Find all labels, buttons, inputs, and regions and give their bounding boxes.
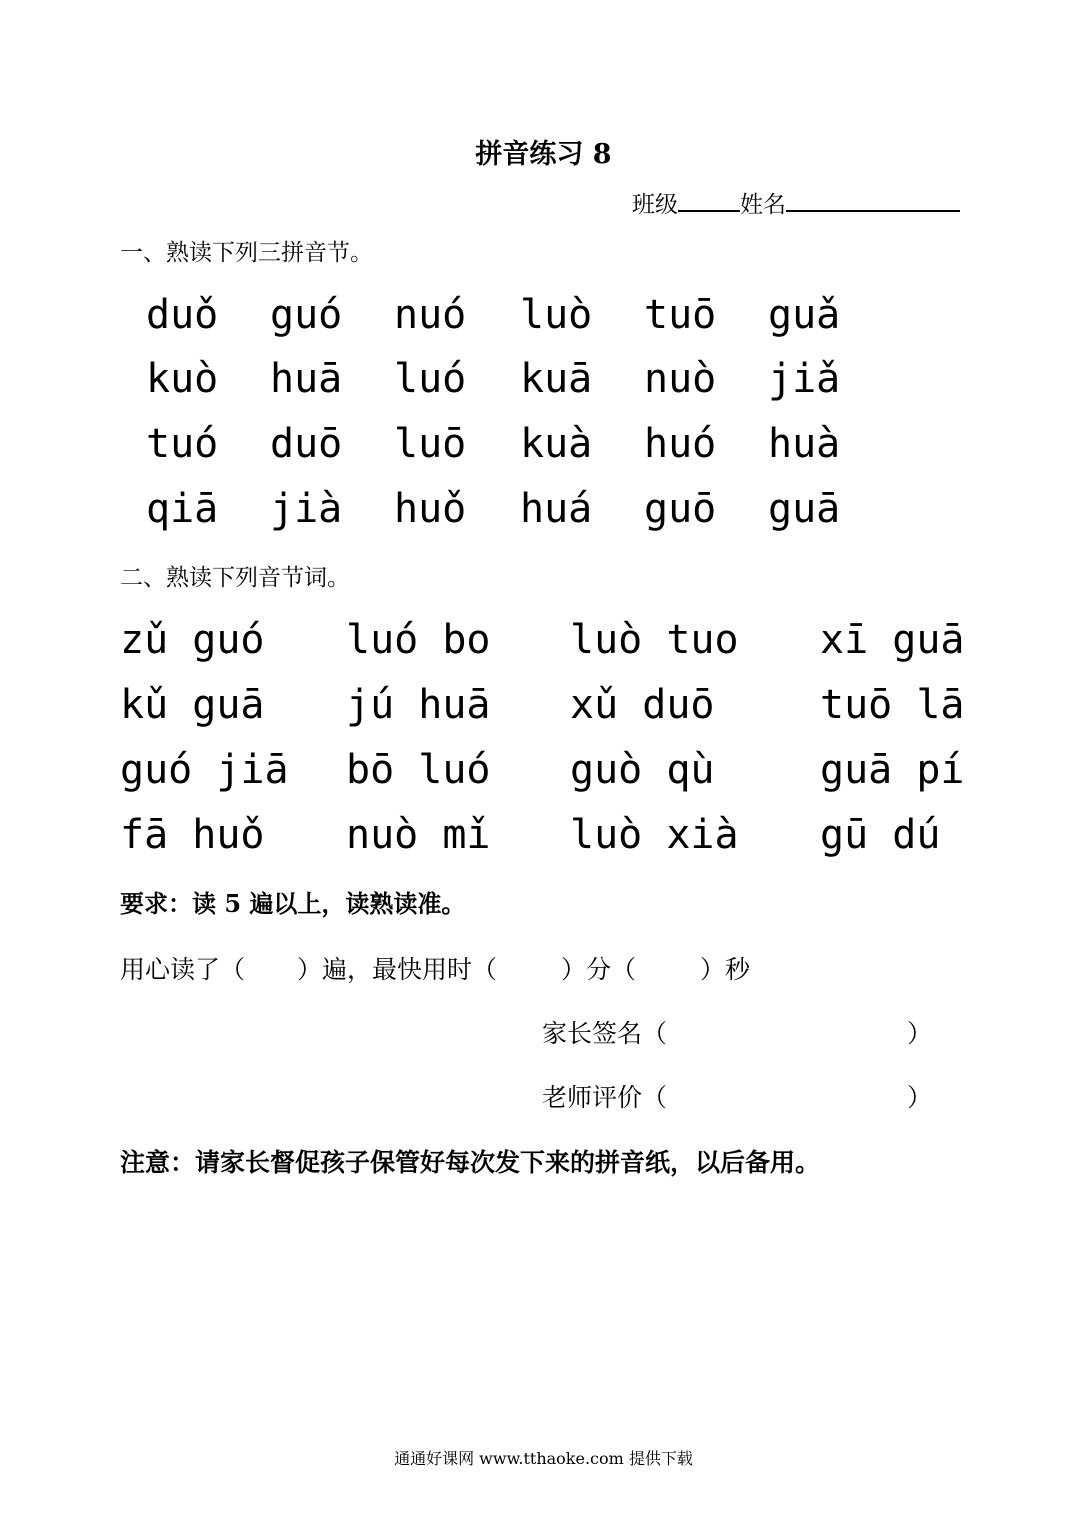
class-label: 班级 — [632, 192, 678, 218]
syllable: guǎ — [768, 292, 841, 338]
teacher-review — [542, 1078, 932, 1114]
syllable: huà — [768, 421, 841, 467]
section1-heading: 一、熟读下列三拼音节。 — [120, 240, 373, 266]
page-title: 拼音练习 8 — [475, 139, 612, 170]
reading-log-text: 用心读了（ — [120, 955, 246, 984]
syllable: kuā — [520, 356, 593, 402]
word: xǔ duō — [570, 682, 715, 728]
word: guò qù — [570, 747, 715, 793]
syllable: jià — [270, 486, 343, 532]
syllable: jiǎ — [768, 356, 841, 402]
syllable: duō — [270, 421, 343, 467]
word: fā huǒ — [120, 812, 265, 858]
note: 注意：请家长督促孩子保管好每次发下来的拼音纸，以后备用。 — [120, 1148, 821, 1177]
teacher-review-close: ） — [907, 1083, 933, 1112]
reading-log-text: ）分（ — [561, 955, 637, 984]
word: guó jiā — [120, 747, 289, 793]
parent-signature-label: 家长签名（ — [542, 1019, 668, 1048]
name-blank — [786, 188, 960, 212]
reading-log-text: ）遍，最快用时（ — [297, 955, 498, 984]
syllable: kuà — [520, 421, 593, 467]
parent-signature — [542, 1014, 932, 1050]
word: zǔ guó — [120, 617, 265, 663]
word: guā pí — [820, 747, 965, 793]
word: luò tuo — [570, 617, 739, 663]
syllable: luò — [520, 292, 593, 338]
class-blank — [678, 188, 740, 212]
syllable: duǒ — [146, 292, 219, 338]
reading-log — [120, 950, 750, 986]
name-label: 姓名 — [740, 192, 786, 218]
syllable: luō — [394, 421, 467, 467]
word: luó bo — [346, 617, 491, 663]
word: xī guā — [820, 617, 965, 663]
syllable: guā — [768, 486, 841, 532]
syllable: nuò — [644, 356, 717, 402]
parent-signature-close: ） — [907, 1019, 933, 1048]
word: bō luó — [346, 747, 491, 793]
word: jú huā — [346, 682, 491, 728]
syllable: huā — [270, 356, 343, 402]
word: luò xià — [570, 812, 739, 858]
syllable: tuō — [644, 292, 717, 338]
syllable: kuò — [146, 356, 219, 402]
syllable: guō — [644, 486, 717, 532]
syllable: tuó — [146, 421, 219, 467]
footer: 通通好课网 www.tthaoke.com 提供下载 — [394, 1449, 693, 1468]
syllable: nuó — [394, 292, 467, 338]
syllable: huǒ — [394, 486, 467, 532]
word: tuō lā — [820, 682, 965, 728]
syllable: huá — [520, 486, 593, 532]
syllable: qiā — [146, 486, 219, 532]
word: nuò mǐ — [346, 812, 491, 858]
requirement: 要求：读 5 遍以上，读熟读准。 — [120, 889, 466, 918]
reading-log-text: ）秒 — [700, 955, 751, 984]
teacher-review-label: 老师评价（ — [542, 1083, 668, 1112]
word: kǔ guā — [120, 682, 265, 728]
syllable: luó — [394, 356, 467, 402]
syllable: huó — [644, 421, 717, 467]
student-info — [632, 186, 960, 219]
word: gū dú — [820, 812, 941, 858]
section2-heading: 二、熟读下列音节词。 — [120, 565, 350, 591]
syllable: guó — [270, 292, 343, 338]
